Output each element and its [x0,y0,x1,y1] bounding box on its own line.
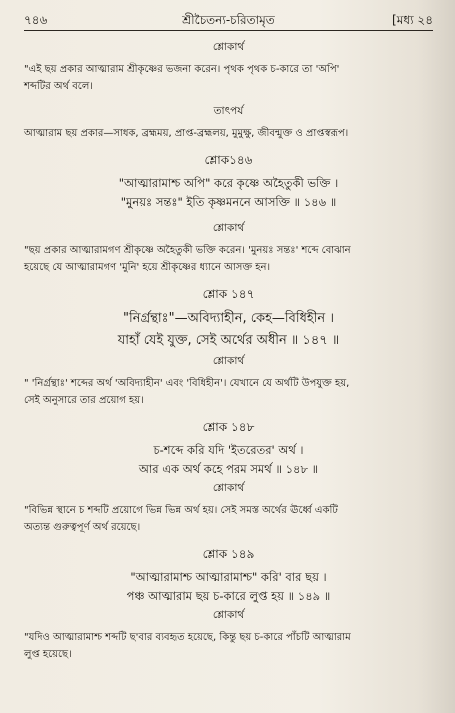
paragraph-line: "ছয় প্রকার আত্মারামগণ শ্রীকৃষ্ণে অহৈতুকী ভক্তি করেন। 'মুনয়ঃ সন্তঃ' শব্দে বোঝান [24,245,351,256]
translation-label: শ্লোকার্থ [212,609,245,621]
translation-label: তাৎপর্য [213,105,244,117]
verse-line: "নির্গ্রন্থাঃ"—অবিদ্যাহীন, কেহ—বিধিহীন । [123,311,334,326]
page-number: ৭৪৬ [24,13,48,27]
paragraph [24,242,433,276]
paragraph-line: "এই ছয় প্রকার আত্মারাম শ্রীকৃষ্ণের ভজনা করেন। পৃথক পৃথক চ-কারে তা 'অপি' [24,64,340,75]
verse-line: "আত্মারামাশ্চ আত্মারামাশ্চ" করি' বার ছয় । [130,570,327,584]
paragraph-line: "বিভিন্ন স্থানে চ শব্দটি প্রয়োগে ভিন্ন ভিন্ন অর্থ হয়। সেই সমস্ত অর্থের ঊর্ধ্বে একটি [24,505,338,516]
paragraph-line: "যদিও আত্মারামাশ্চ শব্দটি ছ'বার ব্যবহৃত হয়েছে, কিন্তু ছয় চ-কারে পাঁচটি আত্মারাম [24,632,351,643]
paragraph-line: হয়েছে যে আত্মারামগণ 'মুনি' হয়ে শ্রীকৃষ্ণের ধ্যানে আসক্ত হন। [24,262,271,273]
verse-line: চ-শব্দে করি যদি 'ইতরেতর' অর্থ । [153,443,304,457]
paragraph-line: " 'নির্গ্রন্থাঃ' শব্দের অর্থ 'অবিদ্যাহীন' এবং 'বিধিহীন'। যেখানে যে অর্থটি উপযুক্ত হয়, [24,378,350,389]
page-content [24,40,433,663]
verse-heading: শ্লোক ১৪৯ [202,547,255,561]
verse-line: "আত্মারামাশ্চ অপি" করে কৃষ্ণে অহৈতুকী ভক্তি । [118,176,339,190]
paragraph-line: অত্যন্ত গুরুত্বপূর্ণ অর্থ রয়েছে। [24,522,141,533]
verse-heading: শ্লোক ১৪৭ [202,287,255,301]
verse-heading: শ্লোক১৪৬ [204,153,253,167]
paragraph [24,61,433,95]
paragraph [24,502,433,536]
paragraph-line: আত্মারাম ছয় প্রকার—সাধক, ব্রহ্মময়, প্রাপ্ত-ব্রহ্মলয়, মুমুক্ষু, জীবন্মুক্ত ও প্রাপ্তস্বরূপ। [24,128,349,139]
paragraph-line: সেই অনুসারে তার প্রয়োগ হয়। [24,395,144,406]
running-title: শ্রীচৈতন্য-চরিতামৃত [182,13,275,27]
translation-label: শ্লোকার্থ [212,41,245,53]
verse-line: "মুনয়ঃ সন্তঃ" ইতি কৃষ্ণমননে আসক্তি ॥ ১৪৬ ॥ [120,195,337,209]
paragraph [24,125,433,142]
section-marker: [মধ্য ২৪ [392,13,433,27]
translation-label: শ্লোকার্থ [212,222,245,234]
translation-label: শ্লোকার্থ [212,355,245,367]
verse-line: আর এক অর্থ কহে পরম সমর্থ ॥ ১৪৮ ॥ [138,462,319,476]
paragraph-line: শব্দটির অর্থ বলে। [24,81,93,92]
verse-line: পঞ্চ আত্মারাম ছয় চ-কারে লুপ্ত হয় ॥ ১৪৯ ॥ [126,589,331,603]
verse-line: যাহাঁ যেই যুক্ত, সেই অর্থের অধীন ॥ ১৪৭ ॥ [117,333,340,348]
paragraph-line: লুপ্ত হয়েছে। [24,649,72,660]
page-header [24,8,433,31]
paragraph [24,375,433,409]
translation-label: শ্লোকার্থ [212,482,245,494]
paragraph [24,629,433,663]
verse-heading: শ্লোক ১৪৮ [202,420,255,434]
